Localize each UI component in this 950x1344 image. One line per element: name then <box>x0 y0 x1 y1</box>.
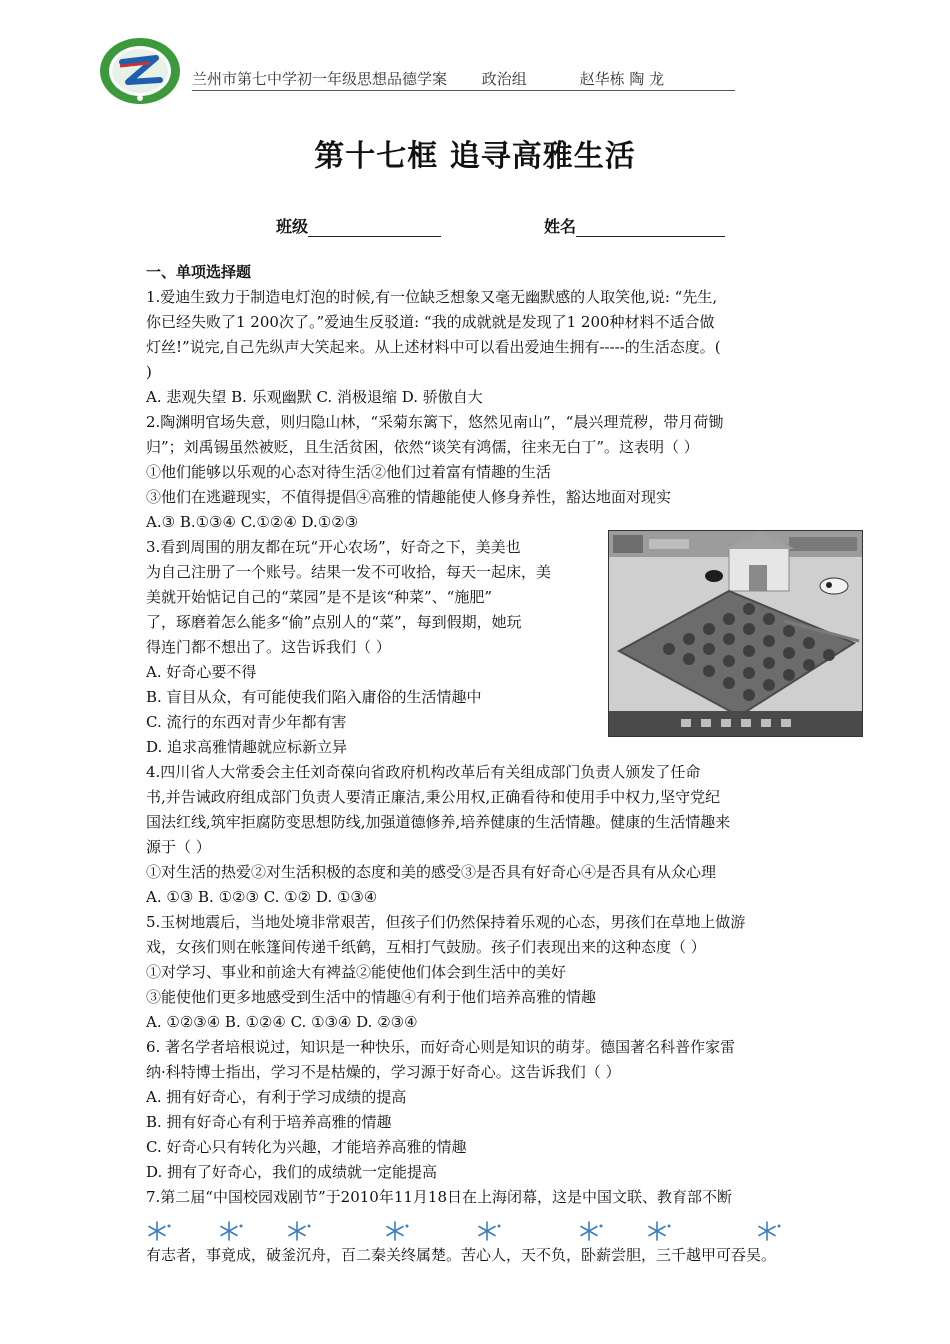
text-line: ) <box>146 363 152 381</box>
snowflake-icon <box>218 1220 244 1242</box>
text-line: A. 好奇心要不得 <box>146 663 257 681</box>
section-title: 一、单项选择题 <box>146 263 252 281</box>
header-school: 兰州市第七中学初一年级思想品德学案 <box>192 70 448 88</box>
decoration-row <box>146 1220 806 1246</box>
text-line: 戏，女孩们则在帐篷间传递千纸鹤，互相打气鼓励。孩子们表现出来的这种态度（ ） <box>146 938 706 956</box>
text-line: A. 悲观失望 B. 乐观幽默 C. 消极退缩 D. 骄傲自大 <box>146 388 483 406</box>
text-line: A.③ B.①③④ C.①②④ D.①②③ <box>146 513 359 531</box>
text-line: 纳·科特博士指出，学习不是枯燥的，学习源于好奇心。这告诉我们（ ） <box>146 1063 621 1081</box>
text-line: 6. 著名学者培根说过，知识是一种快乐，而好奇心则是知识的萌芽。德国著名科普作家雷 <box>146 1038 736 1056</box>
text-line: 5.玉树地震后，当地处境非常艰苦，但孩子们仍然保持着乐观的心态，男孩们在草地上做游 <box>146 913 746 931</box>
text-line: A. ①③ B. ①②③ C. ①② D. ①③④ <box>146 888 378 906</box>
text-line: A. 拥有好奇心，有利于学习成绩的提高 <box>146 1088 407 1106</box>
class-field[interactable] <box>308 220 441 237</box>
snowflake-icon <box>578 1220 604 1242</box>
snowflake-icon <box>384 1220 410 1242</box>
text-line: ③能使他们更多地感受到生活中的情趣④有利于他们培养高雅的情趣 <box>146 988 597 1006</box>
name-field[interactable] <box>576 220 725 237</box>
snowflake-icon <box>646 1220 672 1242</box>
class-label: 班级 <box>276 217 309 236</box>
text-line: 源于（ ） <box>146 838 211 856</box>
text-line: 1.爱迪生致力于制造电灯泡的时候,有一位缺乏想象又毫无幽默感的人取笑他,说: “先生, <box>146 288 718 306</box>
text-line: 了，琢磨着怎么能多“偷”点别人的“菜”，每到假期，她玩 <box>146 613 522 631</box>
text-line: 国法红线,筑牢拒腐防变思想防线,加强道德修养,培养健康的生活情趣。健康的生活情趣来 <box>146 813 731 831</box>
text-line: 你已经失败了1 200次了。”爱迪生反驳道: “我的成就就是发现了1 200种材料不适合做 <box>146 313 715 331</box>
text-line: 7.第二届“中国校园戏剧节”于2010年11月18日在上海闭幕，这是中国文联、教育部不断 <box>146 1188 732 1206</box>
header-authors: 赵华栋 陶 龙 <box>579 70 665 88</box>
text-line: ①对学习、事业和前途大有裨益②能使他们体会到生活中的美好 <box>146 963 567 981</box>
text-line: 得连门都不想出了。这告诉我们（ ） <box>146 638 391 656</box>
snowflake-icon <box>756 1220 782 1242</box>
text-line: ①他们能够以乐观的心态对待生活②他们过着富有情趣的生活 <box>146 463 552 481</box>
text-line: 为自己注册了一个账号。结果一发不可收拾，每天一起床，美 <box>146 563 552 581</box>
text-line: 归”；刘禹锡虽然被贬，且生活贫困，依然“谈笑有鸿儒，往来无白丁”。这表明（ ） <box>146 438 699 456</box>
text-line: D. 拥有了好奇心，我们的成绩就一定能提高 <box>146 1163 438 1181</box>
text-line: A. ①②③④ B. ①②④ C. ①③④ D. ②③④ <box>146 1013 418 1031</box>
school-logo <box>98 36 182 106</box>
text-line: D. 追求高雅情趣就应标新立异 <box>146 738 348 756</box>
text-line: 2.陶渊明官场失意，则归隐山林，“采菊东篱下，悠然见南山”，“晨兴理荒秽，带月荷锄 <box>146 413 724 431</box>
snowflake-icon <box>286 1220 312 1242</box>
name-label: 姓名 <box>544 217 577 236</box>
header-line <box>192 68 735 91</box>
page-title: 第十七框 追寻高雅生活 <box>314 139 636 174</box>
snowflake-icon <box>146 1220 172 1242</box>
text-line: 灯丝!”说完,自己先纵声大笑起来。从上述材料中可以看出爱迪生拥有-----的生活态度。( <box>146 338 721 356</box>
header-group: 政治组 <box>481 70 527 88</box>
text-line: 4.四川省人大常委会主任刘奇葆向省政府机构改革后有关组成部门负责人颁发了任命 <box>146 763 701 781</box>
text-line: ③他们在逃避现实，不值得提倡④高雅的情趣能使人修身养性，豁达地面对现实 <box>146 488 672 506</box>
text-line: B. 拥有好奇心有利于培养高雅的情趣 <box>146 1113 392 1131</box>
text-line: 书,并告诫政府组成部门负责人要清正廉洁,秉公用权,正确看待和使用手中权力,坚守党纪 <box>146 788 721 806</box>
text-line: ①对生活的热爱②对生活积极的态度和美的感受③是否具有好奇心④是否具有从众心理 <box>146 863 717 881</box>
text-line: 3.看到周围的朋友都在玩“开心农场”，好奇之下，美美也 <box>146 538 521 556</box>
happy-farm-game-screenshot <box>608 530 863 737</box>
text-line: 美就开始惦记自己的“菜园”是不是该“种菜”、“施肥” <box>146 588 493 606</box>
motto: 有志者，事竟成，破釜沉舟，百二秦关终属楚。苦心人，天不负，卧薪尝胆，三千越甲可吞吴。 <box>146 1246 777 1264</box>
snowflake-icon <box>476 1220 502 1242</box>
text-line: B. 盲目从众，有可能使我们陷入庸俗的生活情趣中 <box>146 688 482 706</box>
text-line: C. 流行的东西对青少年都有害 <box>146 713 347 731</box>
text-line: C. 好奇心只有转化为兴趣，才能培养高雅的情趣 <box>146 1138 467 1156</box>
